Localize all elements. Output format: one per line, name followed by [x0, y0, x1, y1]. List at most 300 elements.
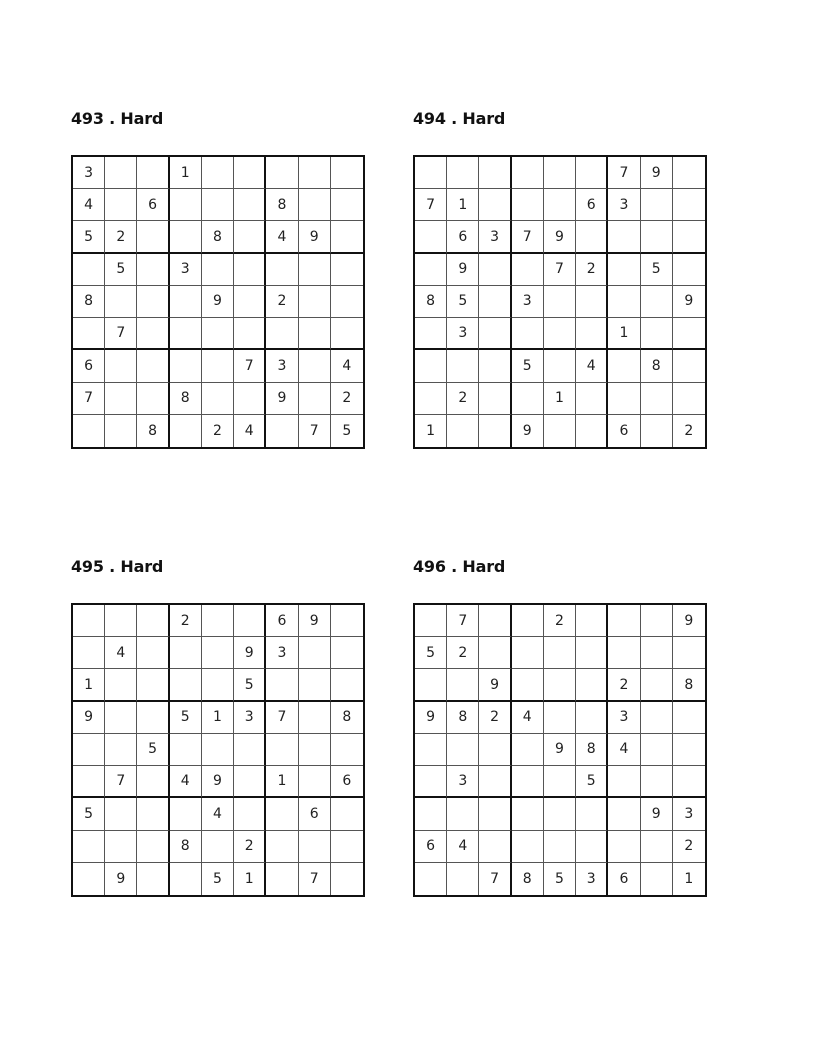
sudoku-cell	[105, 669, 137, 701]
puzzle-title: 495 . Hard	[71, 557, 164, 576]
sudoku-cell	[576, 415, 608, 447]
sudoku-cell: 4	[202, 798, 234, 830]
sudoku-cell	[331, 189, 363, 221]
sudoku-cell	[673, 221, 705, 253]
sudoku-cell	[512, 157, 544, 189]
sudoku-cell: 9	[479, 669, 511, 701]
sudoku-cell	[673, 157, 705, 189]
sudoku-cell	[170, 863, 202, 895]
sudoku-cell	[576, 286, 608, 318]
sudoku-cell	[673, 254, 705, 286]
sudoku-cell: 9	[202, 286, 234, 318]
sudoku-cell	[266, 798, 298, 830]
sudoku-cell	[73, 831, 105, 863]
sudoku-cell	[202, 734, 234, 766]
sudoku-cell	[544, 669, 576, 701]
sudoku-cell	[331, 669, 363, 701]
sudoku-cell	[544, 286, 576, 318]
sudoku-cell: 7	[266, 702, 298, 734]
sudoku-cell: 8	[137, 415, 169, 447]
sudoku-cell: 1	[544, 383, 576, 415]
sudoku-cell: 2	[331, 383, 363, 415]
sudoku-cell	[544, 702, 576, 734]
sudoku-cell	[299, 157, 331, 189]
sudoku-cell	[544, 350, 576, 382]
sudoku-cell: 8	[73, 286, 105, 318]
sudoku-cell	[137, 669, 169, 701]
sudoku-cell	[299, 702, 331, 734]
sudoku-cell	[576, 221, 608, 253]
sudoku-cell	[73, 254, 105, 286]
sudoku-cell	[479, 189, 511, 221]
sudoku-cell	[641, 605, 673, 637]
sudoku-cell	[234, 798, 266, 830]
sudoku-cell	[641, 863, 673, 895]
sudoku-cell: 5	[415, 637, 447, 669]
sudoku-cell: 8	[266, 189, 298, 221]
sudoku-cell	[202, 605, 234, 637]
sudoku-cell	[331, 254, 363, 286]
sudoku-cell	[234, 286, 266, 318]
sudoku-cell: 7	[105, 318, 137, 350]
sudoku-cell: 9	[512, 415, 544, 447]
sudoku-cell: 6	[608, 415, 640, 447]
sudoku-cell: 9	[299, 605, 331, 637]
sudoku-cell	[202, 831, 234, 863]
sudoku-cell: 4	[608, 734, 640, 766]
sudoku-cell	[234, 766, 266, 798]
sudoku-cell	[608, 605, 640, 637]
sudoku-cell	[73, 637, 105, 669]
sudoku-cell	[512, 254, 544, 286]
sudoku-cell: 9	[105, 863, 137, 895]
sudoku-cell: 6	[266, 605, 298, 637]
sudoku-cell	[512, 831, 544, 863]
sudoku-cell	[641, 318, 673, 350]
sudoku-cell: 8	[331, 702, 363, 734]
sudoku-cell	[234, 189, 266, 221]
sudoku-cell	[479, 637, 511, 669]
sudoku-cell	[641, 221, 673, 253]
sudoku-cell	[202, 669, 234, 701]
sudoku-cell	[608, 350, 640, 382]
sudoku-cell	[641, 766, 673, 798]
sudoku-cell	[512, 637, 544, 669]
sudoku-cell	[673, 702, 705, 734]
sudoku-cell	[105, 415, 137, 447]
sudoku-cell	[673, 318, 705, 350]
sudoku-cell	[234, 221, 266, 253]
sudoku-cell	[608, 221, 640, 253]
sudoku-cell	[137, 637, 169, 669]
sudoku-cell	[266, 318, 298, 350]
sudoku-cell	[105, 286, 137, 318]
sudoku-cell: 5	[641, 254, 673, 286]
sudoku-cell	[641, 669, 673, 701]
sudoku-cell: 3	[447, 766, 479, 798]
sudoku-cell: 4	[576, 350, 608, 382]
sudoku-cell	[479, 318, 511, 350]
sudoku-cell: 8	[673, 669, 705, 701]
sudoku-cell	[512, 383, 544, 415]
sudoku-cell	[234, 605, 266, 637]
sudoku-cell	[544, 189, 576, 221]
sudoku-cell	[673, 766, 705, 798]
sudoku-cell: 9	[202, 766, 234, 798]
sudoku-cell: 7	[608, 157, 640, 189]
sudoku-cell: 2	[576, 254, 608, 286]
sudoku-cell	[170, 734, 202, 766]
sudoku-cell	[415, 734, 447, 766]
sudoku-cell	[544, 318, 576, 350]
sudoku-cell	[673, 383, 705, 415]
sudoku-cell	[641, 831, 673, 863]
sudoku-cell	[415, 669, 447, 701]
sudoku-cell: 6	[299, 798, 331, 830]
sudoku-cell	[331, 734, 363, 766]
sudoku-cell	[415, 221, 447, 253]
sudoku-cell: 3	[266, 350, 298, 382]
sudoku-cell: 7	[447, 605, 479, 637]
sudoku-cell: 7	[105, 766, 137, 798]
sudoku-cell	[447, 350, 479, 382]
sudoku-cell	[137, 766, 169, 798]
sudoku-cell: 4	[105, 637, 137, 669]
sudoku-cell	[73, 863, 105, 895]
sudoku-cell	[415, 383, 447, 415]
sudoku-cell	[447, 734, 479, 766]
sudoku-cell	[137, 286, 169, 318]
sudoku-cell: 9	[641, 798, 673, 830]
sudoku-cell	[447, 798, 479, 830]
puzzle-title: 493 . Hard	[71, 109, 164, 128]
sudoku-cell	[266, 831, 298, 863]
sudoku-cell	[576, 383, 608, 415]
sudoku-cell	[479, 286, 511, 318]
sudoku-cell	[415, 605, 447, 637]
sudoku-cell	[137, 605, 169, 637]
sudoku-cell	[299, 383, 331, 415]
sudoku-cell	[512, 318, 544, 350]
sudoku-cell	[137, 798, 169, 830]
sudoku-cell	[544, 831, 576, 863]
sudoku-cell	[673, 637, 705, 669]
sudoku-cell	[234, 254, 266, 286]
sudoku-cell	[673, 189, 705, 221]
sudoku-cell	[447, 863, 479, 895]
sudoku-cell	[415, 798, 447, 830]
sudoku-cell	[447, 157, 479, 189]
sudoku-cell	[641, 415, 673, 447]
sudoku-cell	[137, 221, 169, 253]
sudoku-cell: 3	[447, 318, 479, 350]
sudoku-cell	[299, 254, 331, 286]
sudoku-cell	[266, 415, 298, 447]
sudoku-cell: 9	[447, 254, 479, 286]
sudoku-cell: 9	[266, 383, 298, 415]
sudoku-cell: 4	[73, 189, 105, 221]
sudoku-cell: 9	[73, 702, 105, 734]
sudoku-cell	[608, 383, 640, 415]
sudoku-cell	[73, 766, 105, 798]
sudoku-cell	[202, 254, 234, 286]
sudoku-cell	[576, 605, 608, 637]
sudoku-cell	[137, 157, 169, 189]
sudoku-cell	[479, 254, 511, 286]
sudoku-cell: 6	[331, 766, 363, 798]
sudoku-cell	[234, 383, 266, 415]
sudoku-cell	[202, 637, 234, 669]
sudoku-cell: 9	[299, 221, 331, 253]
sudoku-cell	[299, 350, 331, 382]
sudoku-cell: 5	[170, 702, 202, 734]
sudoku-cell	[331, 157, 363, 189]
sudoku-cell	[576, 669, 608, 701]
sudoku-cell	[479, 766, 511, 798]
sudoku-cell: 7	[544, 254, 576, 286]
sudoku-cell	[512, 766, 544, 798]
sudoku-cell	[331, 286, 363, 318]
sudoku-cell: 5	[202, 863, 234, 895]
sudoku-cell: 2	[684, 422, 694, 439]
sudoku-cell: 3	[479, 221, 511, 253]
sudoku-cell	[415, 157, 447, 189]
sudoku-grid	[71, 155, 365, 449]
sudoku-cell	[170, 189, 202, 221]
sudoku-cell: 2	[266, 286, 298, 318]
sudoku-cell	[608, 766, 640, 798]
sudoku-cell	[479, 605, 511, 637]
sudoku-cell	[137, 702, 169, 734]
sudoku-cell: 3	[170, 254, 202, 286]
sudoku-cell	[331, 798, 363, 830]
sudoku-cell: 5	[73, 221, 105, 253]
sudoku-cell: 6	[73, 350, 105, 382]
sudoku-cell	[512, 669, 544, 701]
sudoku-cell	[608, 286, 640, 318]
puzzle-title: 496 . Hard	[413, 557, 506, 576]
sudoku-cell	[137, 383, 169, 415]
sudoku-cell: 9	[544, 734, 576, 766]
sudoku-cell	[512, 798, 544, 830]
sudoku-cell	[576, 798, 608, 830]
sudoku-cell	[479, 415, 511, 447]
sudoku-cell: 8	[202, 221, 234, 253]
sudoku-cell: 4	[266, 221, 298, 253]
sudoku-cell	[137, 863, 169, 895]
sudoku-cell: 1	[608, 318, 640, 350]
sudoku-cell	[170, 286, 202, 318]
sudoku-cell	[576, 702, 608, 734]
sudoku-cell	[266, 863, 298, 895]
sudoku-cell: 4	[170, 766, 202, 798]
sudoku-cell	[608, 831, 640, 863]
sudoku-cell	[544, 157, 576, 189]
sudoku-cell: 8	[170, 831, 202, 863]
sudoku-cell	[73, 734, 105, 766]
sudoku-cell: 5	[105, 254, 137, 286]
sudoku-cell	[105, 605, 137, 637]
sudoku-cell	[608, 254, 640, 286]
sudoku-grid	[413, 155, 707, 449]
sudoku-cell: 4	[447, 831, 479, 863]
sudoku-cell: 5	[137, 734, 169, 766]
sudoku-cell	[331, 318, 363, 350]
sudoku-cell	[641, 286, 673, 318]
sudoku-cell	[544, 798, 576, 830]
sudoku-cell: 2	[479, 702, 511, 734]
sudoku-cell	[576, 157, 608, 189]
sudoku-cell	[73, 415, 105, 447]
sudoku-cell: 3	[234, 702, 266, 734]
sudoku-cell	[202, 189, 234, 221]
sudoku-cell	[641, 189, 673, 221]
sudoku-cell	[299, 318, 331, 350]
sudoku-cell: 9	[673, 286, 705, 318]
sudoku-cell	[266, 157, 298, 189]
sudoku-cell	[673, 350, 705, 382]
sudoku-cell: 1	[447, 189, 479, 221]
sudoku-cell	[415, 766, 447, 798]
sudoku-cell	[544, 415, 576, 447]
sudoku-cell: 2	[234, 831, 266, 863]
sudoku-cell: 8	[641, 350, 673, 382]
sudoku-cell	[170, 318, 202, 350]
sudoku-cell	[105, 383, 137, 415]
sudoku-cell: 1	[170, 157, 202, 189]
sudoku-cell	[479, 383, 511, 415]
sudoku-cell: 2	[673, 831, 705, 863]
sudoku-cell	[415, 863, 447, 895]
sudoku-cell: 1	[415, 415, 447, 447]
sudoku-cell	[266, 254, 298, 286]
sudoku-cell	[299, 286, 331, 318]
sudoku-cell: 1	[684, 870, 694, 887]
sudoku-cell: 3	[608, 702, 640, 734]
sudoku-cell: 6	[447, 221, 479, 253]
sudoku-cell: 5	[234, 669, 266, 701]
sudoku-cell	[105, 831, 137, 863]
sudoku-cell	[105, 189, 137, 221]
sudoku-cell: 4	[331, 350, 363, 382]
sudoku-cell: 2	[608, 669, 640, 701]
sudoku-cell	[202, 318, 234, 350]
sudoku-cell: 2	[447, 637, 479, 669]
sudoku-cell: 6	[137, 189, 169, 221]
sudoku-cell	[544, 766, 576, 798]
sudoku-cell	[641, 734, 673, 766]
sudoku-cell	[331, 831, 363, 863]
sudoku-cell: 9	[673, 605, 705, 637]
sudoku-cell: 7	[479, 863, 511, 895]
sudoku-cell	[299, 831, 331, 863]
sudoku-cell	[479, 157, 511, 189]
sudoku-cell	[415, 254, 447, 286]
sudoku-cell	[608, 798, 640, 830]
sudoku-cell	[234, 734, 266, 766]
sudoku-cell	[673, 734, 705, 766]
sudoku-cell	[576, 318, 608, 350]
sudoku-cell	[170, 669, 202, 701]
sudoku-cell	[105, 734, 137, 766]
sudoku-cell	[105, 157, 137, 189]
sudoku-grid	[71, 603, 365, 897]
sudoku-cell	[170, 221, 202, 253]
sudoku-cell: 3	[512, 286, 544, 318]
sudoku-cell: 7	[415, 189, 447, 221]
sudoku-cell: 8	[576, 734, 608, 766]
sudoku-cell: 9	[544, 221, 576, 253]
sudoku-cell	[202, 350, 234, 382]
puzzle-title: 494 . Hard	[413, 109, 506, 128]
sudoku-cell: 9	[641, 157, 673, 189]
sudoku-cell: 3	[73, 157, 105, 189]
sudoku-cell	[105, 798, 137, 830]
sudoku-cell	[479, 350, 511, 382]
sudoku-cell: 2	[202, 415, 234, 447]
sudoku-cell	[447, 415, 479, 447]
sudoku-cell	[266, 669, 298, 701]
sudoku-cell	[299, 766, 331, 798]
sudoku-cell	[299, 669, 331, 701]
sudoku-cell: 5	[342, 422, 352, 439]
sudoku-cell: 8	[415, 286, 447, 318]
sudoku-cell	[137, 831, 169, 863]
sudoku-cell: 3	[266, 637, 298, 669]
sudoku-cell	[137, 350, 169, 382]
sudoku-cell	[576, 831, 608, 863]
sudoku-cell: 1	[234, 863, 266, 895]
sudoku-cell	[299, 189, 331, 221]
sudoku-cell	[170, 798, 202, 830]
sudoku-cell: 9	[234, 637, 266, 669]
sudoku-cell	[415, 350, 447, 382]
sudoku-cell	[137, 318, 169, 350]
sudoku-cell	[266, 734, 298, 766]
sudoku-cell: 3	[608, 189, 640, 221]
sudoku-cell: 7	[234, 350, 266, 382]
sudoku-cell	[170, 637, 202, 669]
sudoku-cell: 7	[73, 383, 105, 415]
sudoku-cell	[641, 702, 673, 734]
sudoku-cell: 5	[544, 863, 576, 895]
sudoku-cell: 5	[447, 286, 479, 318]
sudoku-cell	[479, 798, 511, 830]
sudoku-cell: 9	[415, 702, 447, 734]
sudoku-cell: 2	[170, 605, 202, 637]
sudoku-cell	[512, 734, 544, 766]
sudoku-cell	[105, 350, 137, 382]
sudoku-cell	[415, 318, 447, 350]
sudoku-cell: 6	[608, 863, 640, 895]
sudoku-cell: 4	[234, 415, 266, 447]
sudoku-cell	[137, 254, 169, 286]
sudoku-grid	[413, 603, 707, 897]
sudoku-cell	[479, 831, 511, 863]
sudoku-cell	[641, 637, 673, 669]
sudoku-cell	[73, 318, 105, 350]
sudoku-cell: 4	[512, 702, 544, 734]
sudoku-cell: 3	[576, 863, 608, 895]
sudoku-cell	[202, 157, 234, 189]
sudoku-cell	[234, 318, 266, 350]
sudoku-cell	[576, 637, 608, 669]
sudoku-cell: 7	[299, 415, 331, 447]
sudoku-cell	[299, 637, 331, 669]
sudoku-cell: 2	[447, 383, 479, 415]
sudoku-cell: 1	[73, 669, 105, 701]
sudoku-cell: 1	[202, 702, 234, 734]
